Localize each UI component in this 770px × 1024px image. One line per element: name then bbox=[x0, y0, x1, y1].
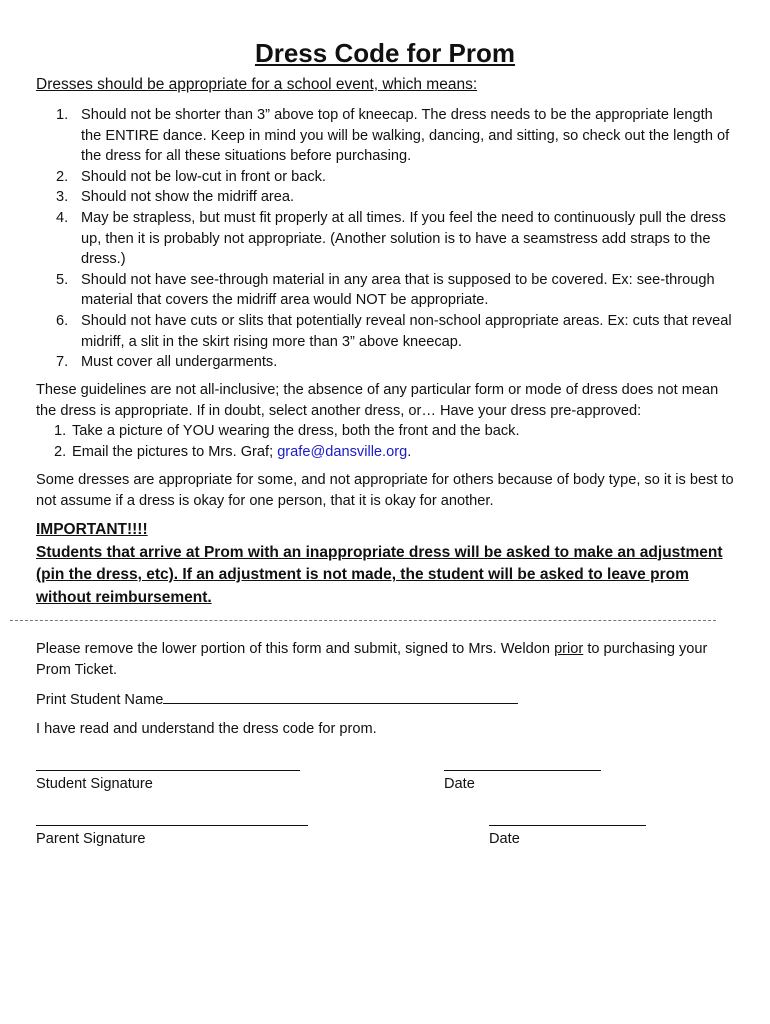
intro-text: Dresses should be appropriate for a school event, which means: bbox=[36, 76, 478, 93]
step-suffix: . bbox=[407, 443, 412, 460]
rule-number: 4. bbox=[56, 209, 69, 226]
email-link[interactable]: grafe@dansville.org bbox=[277, 443, 408, 460]
student-signature-label: Student Signature bbox=[36, 776, 153, 792]
rule-text: Must cover all undergarments. bbox=[81, 354, 278, 371]
remove-text-start: Please remove the lower portion of this form and submit, signed to Mrs. Weldon bbox=[36, 641, 555, 657]
acknowledgement-text: I have read and understand the dress code for prom. bbox=[36, 721, 377, 737]
student-date-label: Date bbox=[444, 776, 475, 792]
rule-text: Should not show the midriff area. bbox=[81, 189, 295, 206]
rule-text: Should not have see-through material in any area that is supposed to be covered. Ex: see-through material that covers the midriff area would NOT be appropriate. bbox=[81, 271, 715, 309]
step-number: 2. bbox=[54, 443, 67, 460]
rule-number: 6. bbox=[56, 312, 69, 329]
step-number: 1. bbox=[54, 423, 67, 439]
list-item bbox=[36, 270, 736, 311]
list-item bbox=[36, 352, 736, 373]
list-item bbox=[36, 208, 736, 270]
list-item bbox=[36, 105, 736, 167]
remove-text-end: to purchasing your Prom Ticket. bbox=[36, 641, 708, 678]
remove-instructions bbox=[36, 639, 736, 680]
list-item bbox=[36, 421, 736, 442]
important-notice bbox=[36, 519, 736, 609]
step-text: Take a picture of YOU wearing the dress, both the front and the back. bbox=[72, 423, 520, 439]
list-item bbox=[36, 167, 736, 188]
list-item bbox=[36, 311, 736, 352]
parent-date-label: Date bbox=[489, 831, 520, 847]
rule-number: 1. bbox=[56, 107, 69, 123]
parent-signature-line[interactable] bbox=[36, 825, 308, 826]
body-type-note: Some dresses are appropriate for some, and not appropriate for others because of body type, so it is best to not assume if a dress is okay for one person, that it is okay for another. bbox=[36, 472, 734, 509]
page-title: Dress Code for Prom bbox=[254, 38, 516, 68]
important-text: Students that arrive at Prom with an inappropriate dress will be asked to make an adjustment (pin the dress, etc). If an adjustment is not made, the student will be asked to leave prom without reimbursement. bbox=[36, 543, 723, 606]
rule-number: 2. bbox=[56, 168, 69, 185]
cut-line-divider bbox=[10, 620, 716, 621]
parent-signature-label: Parent Signature bbox=[36, 831, 146, 847]
student-date-line[interactable] bbox=[444, 770, 601, 771]
rule-number: 5. bbox=[56, 271, 69, 288]
rule-number: 3. bbox=[56, 189, 69, 206]
approval-steps-list bbox=[36, 421, 736, 462]
rule-text: May be strapless, but must fit properly at all times. If you feel the need to continuously pull the dress up, then it is probably not appropriate. (Another solution is to have a seamstress add straps to the dress.) bbox=[81, 209, 726, 268]
print-name-field[interactable] bbox=[163, 689, 518, 704]
list-item bbox=[36, 187, 736, 208]
rules-list bbox=[36, 105, 736, 373]
print-name-label: Print Student Name bbox=[36, 692, 164, 708]
rule-text: Should not be low-cut in front or back. bbox=[81, 168, 326, 185]
step-text: Email the pictures to Mrs. Graf; bbox=[72, 443, 278, 460]
important-heading: IMPORTANT!!!! bbox=[36, 521, 148, 538]
guidelines-paragraph: These guidelines are not all-inclusive; the absence of any particular form or mode of dress does not mean the dress is appropriate. If in doubt, select another dress, or… Have your dress pre-approved: bbox=[36, 382, 719, 419]
print-name-row bbox=[36, 689, 518, 711]
parent-date-line[interactable] bbox=[489, 825, 646, 826]
rule-number: 7. bbox=[56, 354, 69, 371]
list-item bbox=[36, 442, 736, 463]
student-signature-line[interactable] bbox=[36, 770, 300, 771]
rule-text: Should not be shorter than 3” above top of kneecap. The dress needs to be the appropriate length the ENTIRE dance. Keep in mind you will be walking, dancing, and sitting, so check out the length of the dress for all these situations before purchasing. bbox=[81, 107, 730, 165]
rule-text: Should not have cuts or slits that potentially reveal non-school appropriate areas. Ex: cuts that reveal midriff, a slit in the skirt rising more than 3” above kneecap. bbox=[81, 312, 732, 350]
remove-text-emphasis: prior bbox=[554, 641, 584, 657]
